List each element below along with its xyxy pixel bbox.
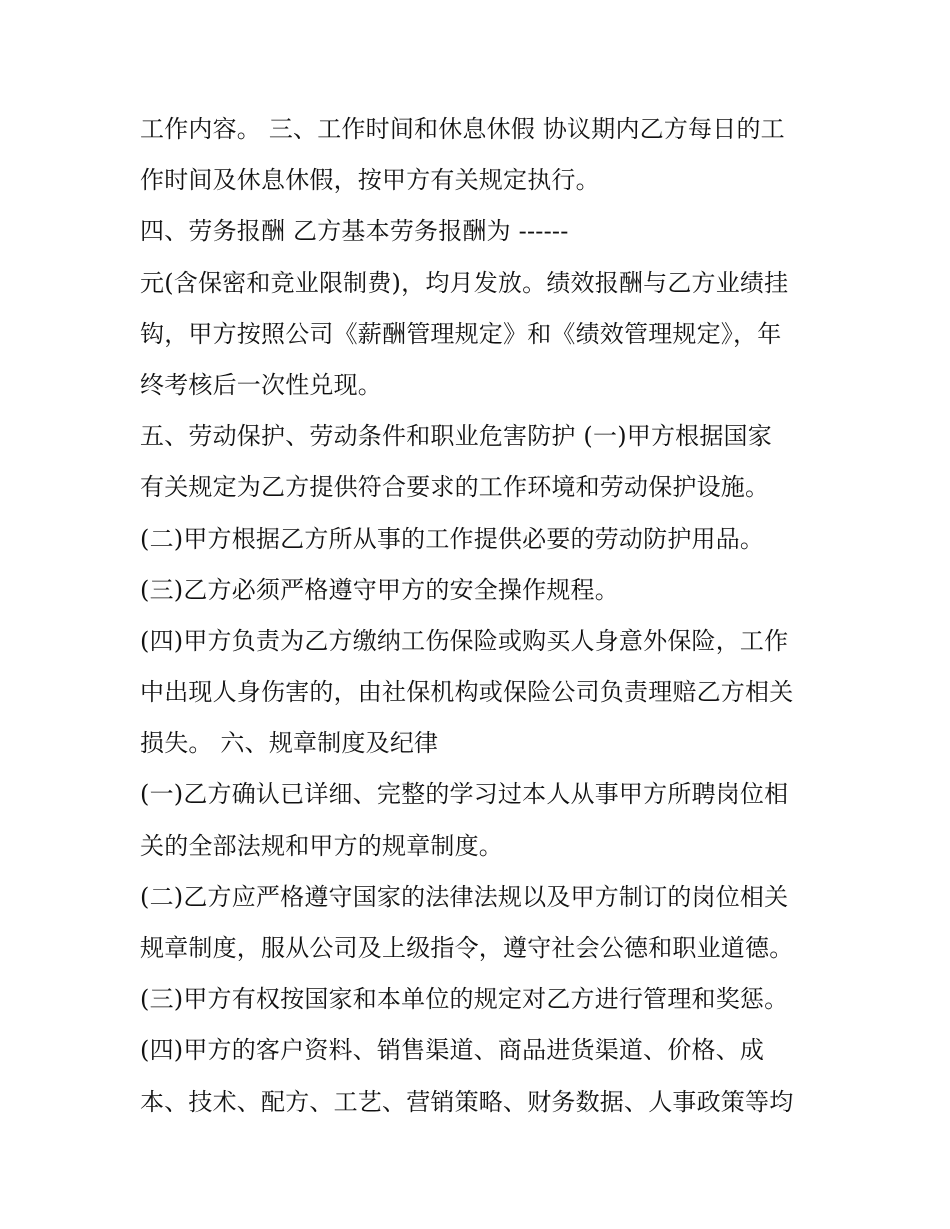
text-line-15: 关的全部法规和甲方的规章制度。 — [140, 831, 503, 860]
text-line-17: 规章制度，服从公司及上级指令，遵守社会公德和职业道德。 — [140, 934, 794, 962]
text-line-3: 四、劳务报酬 乙方基本劳务报酬为 ------ — [140, 217, 569, 246]
text-line-18: (三)甲方有权按国家和本单位的规定对乙方进行管理和奖惩。 — [140, 985, 789, 1014]
text-line-6: 终考核后一次性兑现。 — [140, 370, 382, 399]
text-line-7: 五、劳动保护、劳动条件和职业危害防护 (一)甲方根据国家 — [140, 422, 772, 451]
text-line-1: 工作内容。 三、工作时间和休息休假 协议期内乙方每日的工 — [140, 115, 785, 143]
text-line-20: 本、技术、配方、工艺、营销策略、财务数据、人事政策等均 — [140, 1087, 794, 1116]
text-line-2: 作时间及休息休假，按甲方有关规定执行。 — [140, 166, 600, 195]
text-line-10: (三)乙方必须严格遵守甲方的安全操作规程。 — [140, 575, 619, 604]
text-line-11: (四)甲方负责为乙方缴纳工伤保险或购买人身意外保险，工作 — [140, 626, 789, 655]
text-line-8: 有关规定为乙方提供符合要求的工作环境和劳动保护设施。 — [140, 473, 770, 502]
text-line-5: 钩，甲方按照公司《薪酬管理规定》和《绩效管理规定》，年 — [140, 319, 782, 348]
text-line-14: (一)乙方确认已详细、完整的学习过本人从事甲方所聘岗位相 — [140, 780, 789, 809]
contract-text-body — [140, 104, 820, 1128]
text-line-12: 中出现人身伤害的，由社保机构或保险公司负责理赔乙方相关 — [140, 678, 794, 707]
text-line-16: (二)乙方应严格遵守国家的法律法规以及甲方制订的岗位相关 — [140, 882, 789, 911]
text-line-9: (二)甲方根据乙方所从事的工作提供必要的劳动防护用品。 — [140, 524, 765, 553]
text-line-4: 元(含保密和竞业限制费)，均月发放。绩效报酬与乙方业绩挂 — [140, 268, 789, 297]
text-line-13: 损失。 六、规章制度及纪律 — [140, 729, 439, 758]
text-line-19: (四)甲方的客户资料、销售渠道、商品进货渠道、价格、成 — [140, 1036, 765, 1065]
